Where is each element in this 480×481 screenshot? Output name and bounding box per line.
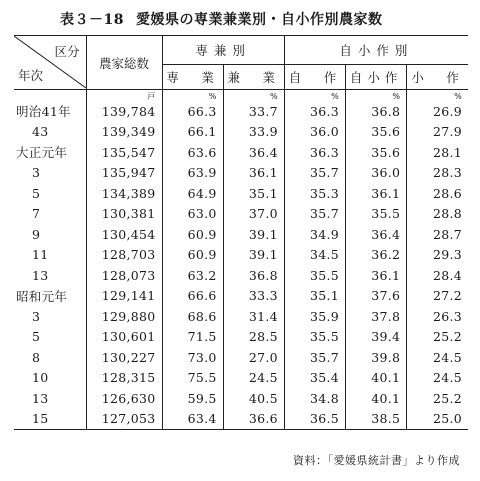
- part-time-cell: 31.4: [223, 306, 284, 327]
- tenant-cell: 28.1: [407, 142, 468, 163]
- owner-cell: 35.9: [284, 306, 345, 327]
- table-row: [14, 409, 468, 430]
- owner-cell: 35.3: [284, 183, 345, 204]
- table-row: [14, 122, 468, 143]
- farm-household-table: [14, 35, 468, 430]
- total-cell: 134,389: [86, 183, 162, 204]
- table-row: [14, 224, 468, 245]
- unit-label: %: [407, 90, 468, 102]
- owner-cell: 34.5: [284, 245, 345, 266]
- year-cell: 5: [14, 327, 86, 348]
- full-time-cell: 75.5: [187, 370, 217, 386]
- year-cell: 9: [14, 224, 86, 245]
- col-header-tenant: 小 作: [407, 65, 468, 90]
- table-row: [14, 142, 468, 163]
- part-time-cell: 36.1: [223, 163, 284, 184]
- table-title: [60, 9, 382, 29]
- part-time-cell: 27.0: [223, 347, 284, 368]
- table-row: [14, 245, 468, 266]
- tenant-cell: 28.8: [407, 204, 468, 225]
- owner-cell: 36.5: [284, 409, 345, 430]
- table-row: [14, 388, 468, 409]
- total-households-header: 農家総数: [86, 36, 162, 90]
- full-time-cell: 66.3: [187, 103, 217, 119]
- full-time-cell: 64.9: [187, 185, 217, 201]
- owner-cell: 36.3: [284, 101, 345, 122]
- table-row: [14, 101, 468, 122]
- tenant-cell: 28.7: [407, 224, 468, 245]
- unit-label: %: [284, 90, 345, 102]
- full-time-cell: 63.2: [187, 267, 217, 283]
- table-title-text: 愛媛県の専業兼業別・自小作別農家数: [135, 12, 383, 28]
- table-row: [14, 347, 468, 368]
- full-time-cell: 63.9: [187, 165, 217, 181]
- unit-label: %: [223, 90, 284, 102]
- full-time-cell: 59.5: [187, 390, 217, 406]
- unit-row: [14, 90, 468, 102]
- unit-label: %: [346, 90, 407, 102]
- part-time-cell: 36.8: [223, 265, 284, 286]
- owner-cell: 35.7: [284, 163, 345, 184]
- table-row: [14, 368, 468, 389]
- owner-cell: 34.8: [284, 388, 345, 409]
- full-time-cell: 73.0: [187, 349, 217, 365]
- full-time-cell: 68.6: [187, 308, 217, 324]
- owner-cell: 36.3: [284, 142, 345, 163]
- year-cell: 昭和元年: [14, 286, 86, 307]
- year-cell: 5: [14, 183, 86, 204]
- year-cell: 3: [14, 306, 86, 327]
- part-time-cell: 35.1: [223, 183, 284, 204]
- owner-cell: 36.0: [284, 122, 345, 143]
- owner-cell: 35.5: [284, 265, 345, 286]
- full-time-cell: 60.9: [187, 247, 217, 263]
- corner-header: [14, 36, 86, 90]
- total-cell: 135,947: [86, 163, 162, 184]
- part-time-cell: 39.1: [223, 245, 284, 266]
- year-cell: 11: [14, 245, 86, 266]
- total-cell: 130,454: [86, 224, 162, 245]
- full-time-cell: 66.6: [187, 288, 217, 304]
- corner-label-category: 区分: [54, 44, 80, 59]
- total-cell: 128,073: [86, 265, 162, 286]
- table-row: [14, 286, 468, 307]
- total-cell: 129,141: [86, 286, 162, 307]
- table-row: [14, 306, 468, 327]
- table-row: [14, 163, 468, 184]
- year-cell: 大正元年: [14, 142, 86, 163]
- part-time-cell: 33.7: [223, 101, 284, 122]
- owner-cell: 35.1: [284, 286, 345, 307]
- owner-tenant-cell: 36.2: [346, 245, 407, 266]
- tenant-cell: 27.2: [407, 286, 468, 307]
- year-cell: 15: [14, 409, 86, 430]
- col-header-owner: 自 作: [284, 65, 345, 90]
- total-cell: 135,547: [86, 142, 162, 163]
- part-time-cell: 36.6: [223, 409, 284, 430]
- owner-tenant-cell: 40.1: [346, 368, 407, 389]
- owner-tenant-cell: 39.4: [346, 327, 407, 348]
- table-row: [14, 327, 468, 348]
- full-time-cell: 63.4: [187, 411, 217, 427]
- owner-tenant-cell: 36.0: [346, 163, 407, 184]
- tenant-cell: 27.9: [407, 122, 468, 143]
- tenant-cell: 28.6: [407, 183, 468, 204]
- corner-label-year: 年次: [18, 68, 44, 83]
- year-cell: 明治41年: [14, 101, 86, 122]
- owner-cell: 35.7: [284, 204, 345, 225]
- tenant-cell: 28.3: [407, 163, 468, 184]
- owner-tenant-cell: 35.5: [346, 204, 407, 225]
- full-time-cell: 71.5: [187, 329, 217, 345]
- owner-tenant-cell: 36.4: [346, 224, 407, 245]
- year-cell: 7: [14, 204, 86, 225]
- part-time-cell: 37.0: [223, 204, 284, 225]
- owner-tenant-cell: 35.6: [346, 122, 407, 143]
- total-cell: 130,227: [86, 347, 162, 368]
- owner-cell: 35.4: [284, 368, 345, 389]
- tenant-cell: 29.3: [407, 245, 468, 266]
- owner-tenant-cell: 38.5: [346, 409, 407, 430]
- table-row: [14, 183, 468, 204]
- full-time-cell: 60.9: [187, 226, 217, 242]
- table-row: [14, 204, 468, 225]
- col-header-part-time: 兼 業: [223, 65, 284, 90]
- total-cell: 139,349: [86, 122, 162, 143]
- tenancy-header: 自小作別: [284, 36, 468, 65]
- owner-tenant-cell: 40.1: [346, 388, 407, 409]
- year-cell: 3: [14, 163, 86, 184]
- total-cell: 139,784: [86, 101, 162, 122]
- col-header-full-time: 専 業: [166, 70, 219, 85]
- part-time-cell: 28.5: [223, 327, 284, 348]
- owner-tenant-cell: 39.8: [346, 347, 407, 368]
- owner-tenant-cell: 36.1: [346, 265, 407, 286]
- part-time-cell: 36.4: [223, 142, 284, 163]
- tenant-cell: 26.9: [407, 101, 468, 122]
- tenant-cell: 26.3: [407, 306, 468, 327]
- part-time-cell: 33.3: [223, 286, 284, 307]
- owner-tenant-cell: 37.6: [346, 286, 407, 307]
- owner-tenant-cell: 35.6: [346, 142, 407, 163]
- year-cell: 13: [14, 265, 86, 286]
- unit-label: %: [208, 92, 217, 101]
- owner-cell: 35.7: [284, 347, 345, 368]
- full-time-cell: 63.6: [187, 144, 217, 160]
- owner-tenant-cell: 36.8: [346, 101, 407, 122]
- tenant-cell: 25.2: [407, 327, 468, 348]
- tenant-cell: 28.4: [407, 265, 468, 286]
- total-cell: 130,381: [86, 204, 162, 225]
- col-header-owner-tenant: 自小作: [346, 65, 407, 90]
- total-cell: 127,053: [86, 409, 162, 430]
- tenant-cell: 24.5: [407, 347, 468, 368]
- full-time-cell: 66.1: [187, 124, 217, 140]
- owner-tenant-cell: 36.1: [346, 183, 407, 204]
- year-cell: 10: [14, 368, 86, 389]
- tenant-cell: 25.0: [407, 409, 468, 430]
- part-time-cell: 33.9: [223, 122, 284, 143]
- tenant-cell: 25.2: [407, 388, 468, 409]
- unit-label: 戸: [86, 90, 162, 102]
- total-cell: 130,601: [86, 327, 162, 348]
- owner-tenant-cell: 37.8: [346, 306, 407, 327]
- table-number: 表３－18: [60, 12, 124, 28]
- owner-cell: 35.5: [284, 327, 345, 348]
- total-cell: 128,703: [86, 245, 162, 266]
- source-note: 資料：「愛媛県統計書」より作成: [293, 454, 460, 467]
- total-cell: 128,315: [86, 368, 162, 389]
- tenant-cell: 24.5: [407, 368, 468, 389]
- part-time-cell: 40.5: [223, 388, 284, 409]
- table-row: [14, 265, 468, 286]
- part-time-cell: 39.1: [223, 224, 284, 245]
- year-cell: 8: [14, 347, 86, 368]
- total-cell: 129,880: [86, 306, 162, 327]
- year-cell: 13: [14, 388, 86, 409]
- total-cell: 126,630: [86, 388, 162, 409]
- part-time-cell: 24.5: [223, 368, 284, 389]
- full-time-cell: 63.0: [187, 206, 217, 222]
- owner-cell: 34.9: [284, 224, 345, 245]
- year-cell: 43: [14, 122, 86, 143]
- full-part-time-header: 専兼別: [162, 36, 284, 65]
